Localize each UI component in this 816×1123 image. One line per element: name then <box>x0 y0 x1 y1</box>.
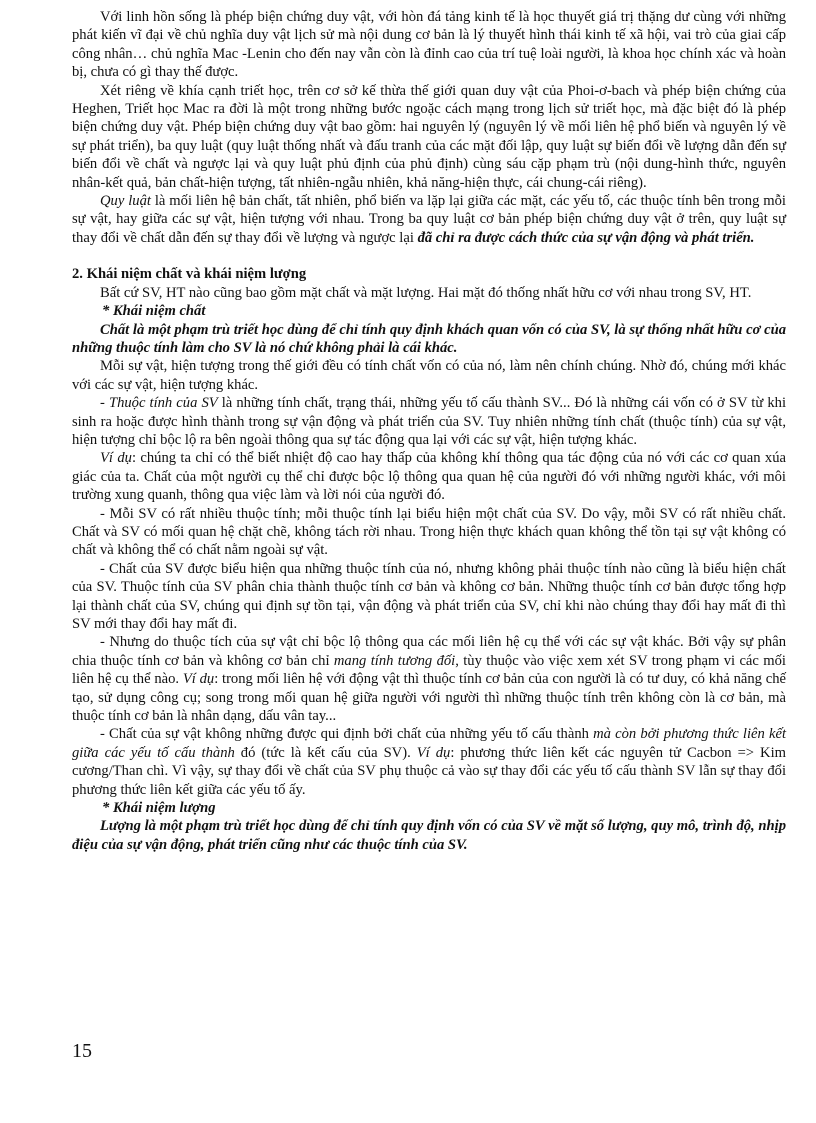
paragraph-philosophy: Xét riêng về khía cạnh triết học, trên cơ sở kế thừa thế giới quan duy vật của Phoi-ơ-bach và phép biện chứng của Heghen, Triết học Mac ra đời là một trong những bước ngoặc cách mạng trong lịch sử triết học, mà đặc biệt đó là phép biện chứng duy vật. Phép biện chứng duy vật bao gồm: hai nguyên lý (nguyên lý về mối liên hệ phổ biến và nguyên lý về sự phát triển), ba quy luật (quy luật thống nhất và đấu tranh của các mặt đối lập, quy luật sự biến đổi về lượng dẫn đến sự biến đổi về chất và ngược lại và quy luật phủ định của phủ định) cùng sáu cặp phạm trù (nội dung-hình thức, nguyên nhân-kết quả, bản chất-hiện tượng, tất nhiên-ngẫu nhiên, khả năng-hiện thực, cái chung-cái riêng). <box>72 82 786 191</box>
thuoc-tinh-text: là những tính chất, trạng thái, những yếu tố cấu thành SV... Đó là những cái vốn có ở SV từ khi sinh ra hoặc được hình thành trong sự vận động và phát triển của SV. Tuy nhiên những tính chất (thuộc tính) của sự vật, hiện tượng chỉ bộc lộ ra bên ngoài thông qua sự tác động qua lại với các sự vật, hiện tượng khác. <box>72 395 786 448</box>
paragraph-intro: Với linh hồn sống là phép biện chứng duy vật, với hòn đá tảng kinh tế là học thuyết giá trị thặng dư cùng với những phát kiến vĩ đại về chủ nghĩa duy vật lịch sử mà nội dung cơ bản là lý thuyết hình thái kinh tế xã hội, vai trò của giai cấp công nhân… chủ nghĩa Mac -Lenin cho đến nay vẫn còn là đỉnh cao của trí tuệ loài người, là khoa học chính xác và hoàn bị, chưa có gì thay thế được. <box>72 9 786 81</box>
paragraph-relative <box>72 633 786 725</box>
term-quy-luat: Quy luật <box>100 193 151 210</box>
structure-text-c: : phương thức liên kết các nguyên tử Cacbon => Kim cương/Than chì. Vì vậy, sự thay đổi về chất của SV phụ thuộc cả vào sự thay đổi các yếu tố cấu thành SV lẫn sự thay đổi phương thức liên kết giữa các yếu tố ấy. <box>72 744 786 798</box>
subheading-chat: * Khái niệm chất <box>102 303 206 320</box>
section-heading: 2. Khái niệm chất và khái niệm lượng <box>72 266 307 283</box>
paragraph-many-properties: - Mỗi SV có rất nhiều thuộc tính; mỗi thuộc tính lại biểu hiện một chất của SV. Do vậy, mỗi SV có rất nhiều chất. Chất và SV có mối quan hệ chặt chẽ, không tách rời nhau. Trong hiện thực khách quan không thể tồn tại sự vật không có chất và không thể có chất nằm ngoài sự vật. <box>72 505 786 559</box>
paragraph-law-definition <box>72 192 786 247</box>
definition-chat <box>72 321 786 358</box>
term-thuoc-tinh: Thuộc tính của SV <box>108 395 218 412</box>
structure-text-b: đó (tức là kết cấu của SV). <box>234 744 417 761</box>
paragraph-tinh-chat: Mỗi sự vật, hiện tượng trong thế giới đều có tính chất vốn có của nó, làm nên chính chúng. Nhờ đó, chúng mới khác với các sự vật, hiện tượng khác. <box>72 358 786 393</box>
example-1-text: : chúng ta chỉ có thể biết nhiệt độ cao hay thấp của không khí thông qua tác động của nó với các cơ quan xúa giác của ta. Chất của một người cụ thể chỉ được bộc lộ thông qua quan hệ của người đó với những người khác, với môi trường xung quanh, thông qua việc làm và lời nói của người đó. <box>72 450 786 504</box>
structure-text-a: - Chất của sự vật không những được qui định bởi chất của những yếu tố cấu thành <box>100 726 594 743</box>
term-vi-du: Ví dụ <box>100 450 132 467</box>
definition-luong-text: là một phạm trù triết học dùng để chỉ tính quy định vốn có của SV về mặt số lượng, quy mô, trình độ, nhịp điệu của sự vận động, phát triển cũng như các thuộc tính của SV. <box>72 818 786 853</box>
paragraph-example-1 <box>72 449 786 504</box>
term-vi-du-2: Ví dụ <box>182 671 215 688</box>
term-vi-du-3: Ví dụ <box>416 744 451 761</box>
definition-luong <box>72 817 786 854</box>
relative-text-c: : trong mối liên hệ với động vật thì thuộc tính cơ bản của con người là có tư duy, có khả năng chế tạo, sử dụng công cụ; song trong mối quan hệ giữa người với người thì những thuộc tính trên không còn là cơ bản, mà thuộc tính cơ bản là nhân dạng, dấu vân tay... <box>72 671 786 725</box>
law-definition-emphasis: đã chỉ ra được cách thức của sự vận động và phát triển. <box>417 229 755 246</box>
paragraph-basic-properties: - Chất của SV được biểu hiện qua những thuộc tính của nó, nhưng không phải thuộc tính nào cũng là biểu hiện chất của SV. Thuộc tính của SV phân chia thành thuộc tính cơ bản và không cơ bản. Những thuộc tính cơ bản được tổng hợp lại thành chất của SV, chúng qui định sự tồn tại, vận động và phát triển của SV, chỉ khi nào chúng thay đổi hay mất đi thì SV mới thay đổi hay mất đi. <box>72 560 786 632</box>
relative-text-b: , tùy thuộc vào việc xem xét SV trong phạm vi các mối liên hệ cụ thể nào. <box>72 652 786 688</box>
definition-chat-text: là một phạm trù triết học dùng để chỉ tính quy định khách quan vốn có của SV, là sự thống nhất hữu cơ của những thuộc tính làm cho SV là nó chứ không phải là cái khác. <box>72 321 786 356</box>
spacer <box>72 247 786 265</box>
term-chat: Chất <box>100 321 130 338</box>
page-body <box>72 8 786 854</box>
paragraph-sv-ht: Bất cứ SV, HT nào cũng bao gồm mặt chất và mặt lượng. Hai mặt đó thống nhất hữu cơ với nhau trong SV, HT. <box>100 284 752 301</box>
page-number: 15 <box>72 1040 92 1062</box>
paragraph-thuoc-tinh <box>72 394 786 449</box>
relative-emphasis: mang tính tương đối <box>333 652 456 669</box>
paragraph-structure <box>72 725 786 799</box>
structure-emphasis: mà còn bởi phương thức liên kết giữa các yếu tố cấu thành <box>72 726 786 761</box>
law-definition-text: là mối liên hệ bản chất, tất nhiên, phổ biến va lặp lại giữa các mặt, các yếu tố, các thuộc tính bên trong mỗi sự vật, hay giữa các sự vật, hiện tượng với nhau. Trong ba quy luật cơ bản phép biện chứng duy vật ở trên, quy luật sự thay đổi về chất dẫn đến sự thay đổi về lượng và ngược lại <box>72 193 786 246</box>
dash: - <box>100 395 109 412</box>
subheading-luong: * Khái niệm lượng <box>102 800 216 817</box>
relative-text-a: - Nhưng do thuộc tích của sự vật chỉ bộc lộ thông qua các mối liên hệ cụ thể với các sự vật khác. Bởi vậy sự phân chia thuộc tính cơ bản và không cơ bản chỉ <box>72 634 786 669</box>
term-luong: Lượng <box>100 818 141 835</box>
